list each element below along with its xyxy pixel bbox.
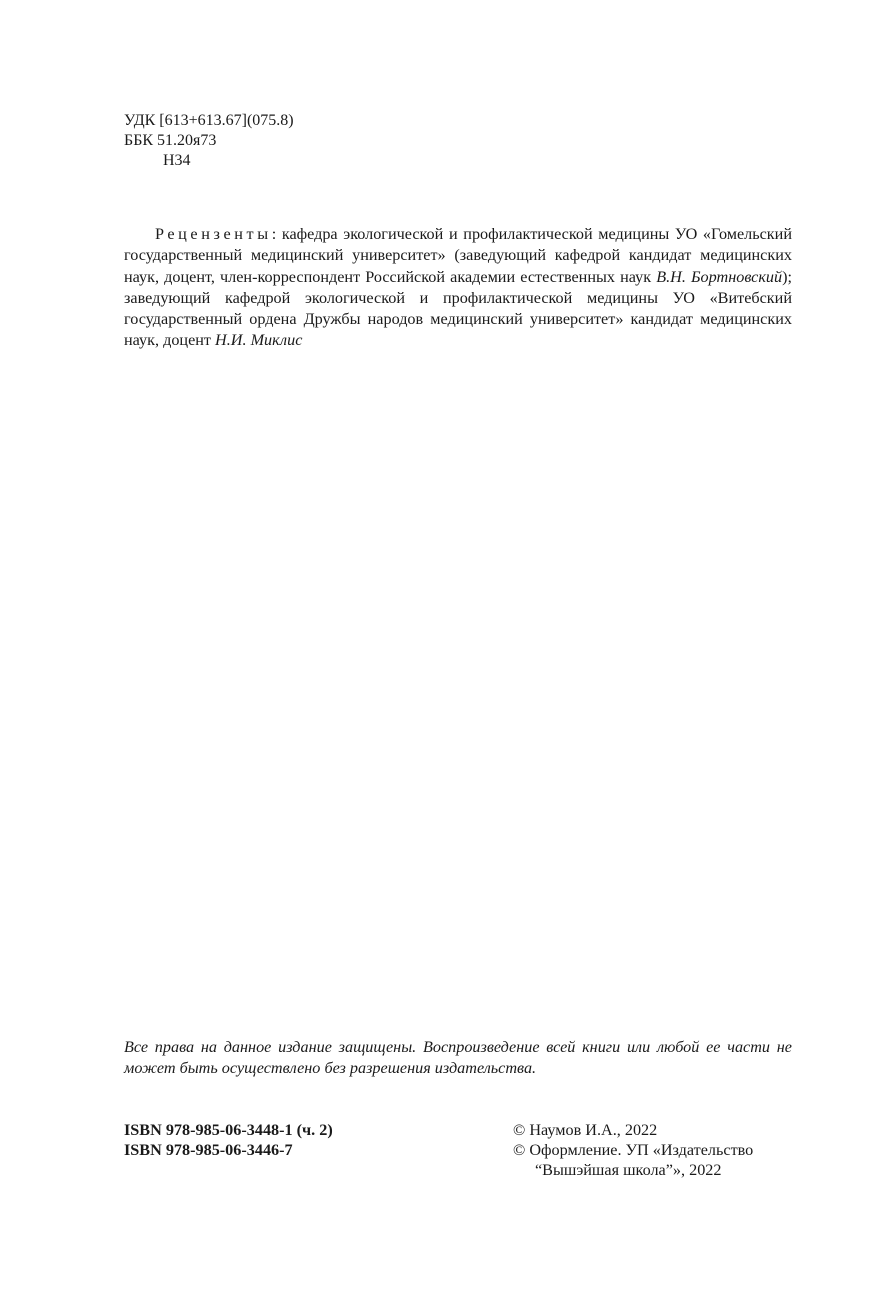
bbk-code: ББК 51.20я73 bbox=[124, 132, 217, 149]
udc-code: УДК [613+613.67](075.8) bbox=[124, 112, 294, 129]
reviewer-name-2: Н.И. Миклис bbox=[215, 331, 303, 350]
isbn-line-1: ISBN 978-985-06-3448-1 (ч. 2) bbox=[124, 1121, 333, 1139]
reviewers-text-1: : кафедра экологической и профилактической медицины УО «Гомельский государственный медицинский университет» (заведующий кафедрой кандидат медицинских наук, доцент, член-корреспондент Российской академии естественных наук bbox=[124, 225, 792, 286]
classification-codes bbox=[124, 111, 294, 171]
isbn-line-2: ISBN 978-985-06-3446-7 bbox=[124, 1141, 293, 1159]
reviewers-label: Рецензенты bbox=[155, 225, 272, 243]
author-mark: Н34 bbox=[163, 152, 191, 169]
copyright-block bbox=[513, 1120, 753, 1180]
copyright-design-1: © Оформление. УП «Издательство bbox=[513, 1141, 754, 1159]
copyright-author: © Наумов И.А., 2022 bbox=[513, 1121, 658, 1139]
reviewers-paragraph bbox=[124, 224, 792, 352]
rights-notice: Все права на данное издание защищены. Воспроизведение всей книги или любой ее части не может быть осуществлено без разрешения издательства. bbox=[124, 1038, 792, 1078]
reviewers-text-2: ); заведующий кафедрой экологической и профилактической медицины УО «Витебский государственный ордена Дружбы народов медицинский университет» кандидат медицинских наук, доцент bbox=[124, 267, 792, 350]
copyright-design-2: “Вышэйшая школа”», 2022 bbox=[535, 1161, 722, 1179]
isbn-block bbox=[124, 1120, 333, 1160]
reviewer-name-1: В.Н. Бортновский bbox=[656, 267, 783, 286]
